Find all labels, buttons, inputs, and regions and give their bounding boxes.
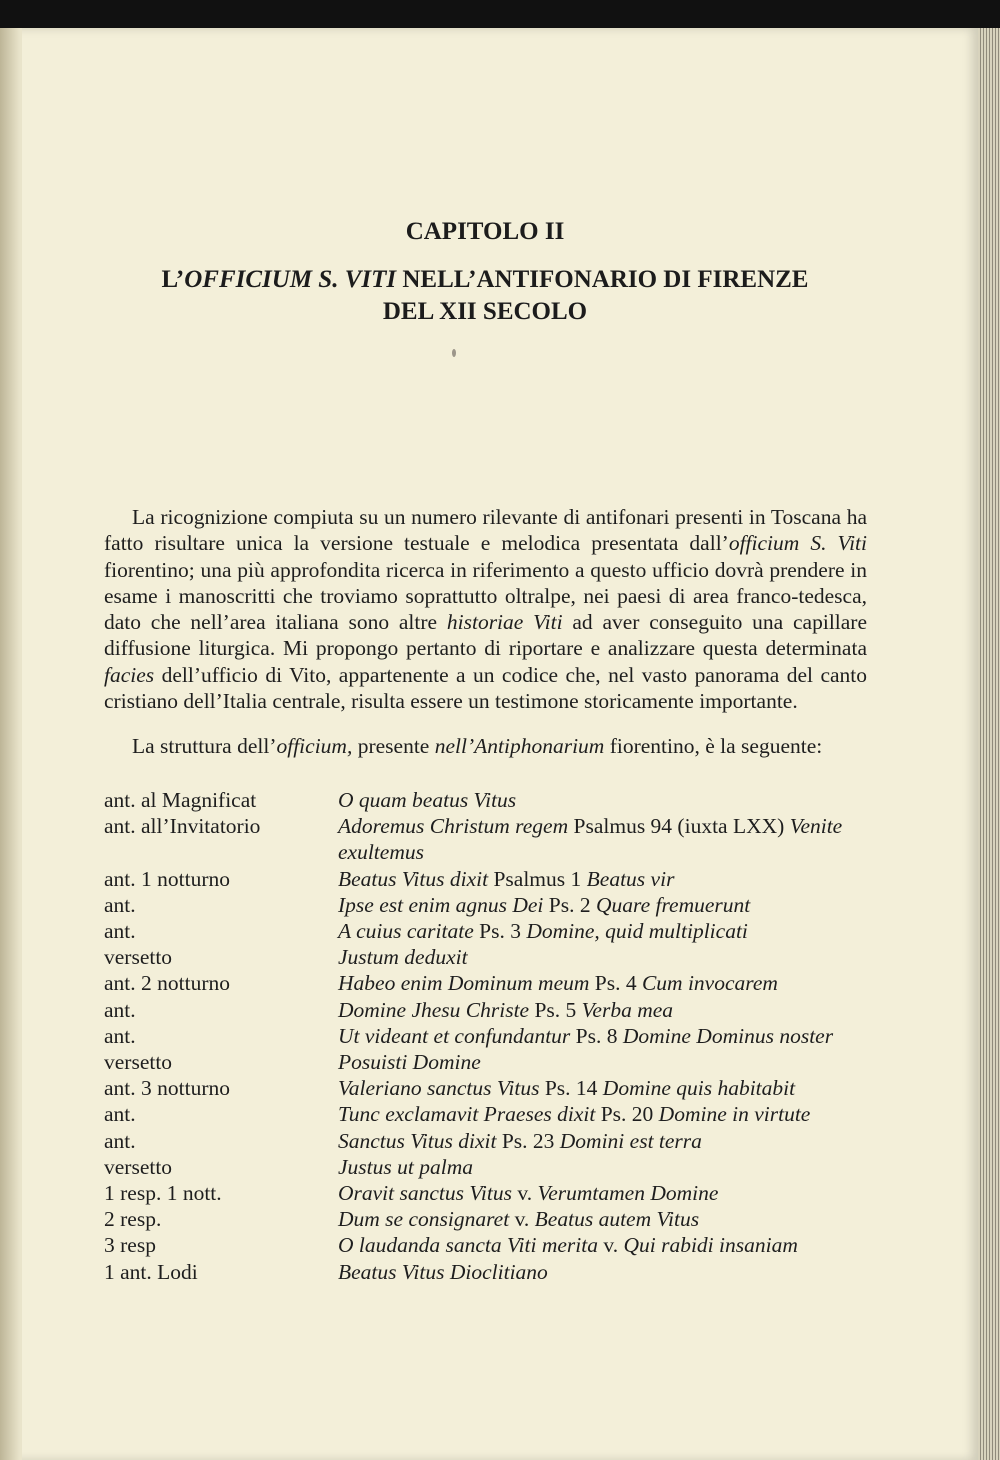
office-row <box>104 1075 869 1101</box>
p1-text-4: dell’ufficio di Vito, appartenente a un codice che, nel vasto panorama del canto cristiano dell’Italia centrale, risulta essere un testimone storicamente importante. <box>104 662 867 714</box>
office-row <box>104 1154 869 1180</box>
p2-text-3: fiorentino, è la seguente: <box>604 734 823 758</box>
office-row-label: ant. <box>104 1023 136 1048</box>
office-row-text <box>338 813 869 865</box>
office-row-label: versetto <box>104 1050 173 1075</box>
office-psalm-ref: Ps. 8 <box>570 1023 623 1048</box>
office-row-text <box>338 997 869 1023</box>
office-row <box>104 1180 869 1206</box>
office-psalm-ref: Psalmus 1 <box>488 866 587 891</box>
office-row-label: ant. al Magnificat <box>104 788 257 812</box>
office-incipit: Justum deduxit <box>338 945 468 970</box>
p2-text-1: La struttura dell’ <box>132 734 277 758</box>
office-row-text <box>338 1128 869 1154</box>
office-row <box>104 892 869 918</box>
office-psalm-incipit: Domine in virtute <box>658 1102 811 1127</box>
title-prefix: L’ <box>161 266 185 293</box>
office-row-label: ant. <box>104 892 136 917</box>
office-incipit: Ipse est enim agnus Dei <box>338 892 544 917</box>
office-psalm-ref: Ps. 4 <box>589 971 642 996</box>
office-psalm-ref: Psalmus 94 (iuxta LXX) <box>568 814 790 839</box>
office-psalm-incipit: Beatus vir <box>586 866 675 891</box>
office-row-text <box>338 1154 869 1180</box>
office-incipit: A cuius caritate <box>338 919 474 944</box>
office-row <box>104 1259 869 1285</box>
office-psalm-ref: v. <box>509 1207 535 1232</box>
office-row <box>104 1232 869 1258</box>
chapter-title <box>100 264 870 328</box>
office-row <box>104 1101 869 1127</box>
office-row <box>104 866 869 892</box>
office-row-label: 3 resp <box>104 1233 156 1258</box>
office-psalm-ref: Ps. 2 <box>543 892 596 917</box>
office-row-text <box>338 892 869 918</box>
office-row-label: 1 ant. Lodi <box>104 1259 198 1284</box>
title-italic: OFFICIUM S. VITI <box>184 266 397 293</box>
office-psalm-incipit: Beatus autem Vitus <box>534 1207 700 1232</box>
p2-text-2: presente <box>352 734 435 758</box>
office-psalm-ref: v. <box>597 1233 624 1258</box>
office-incipit: Beatus Vitus Dioclitiano <box>338 1259 548 1284</box>
office-psalm-incipit: Domine Dominus noster <box>622 1023 834 1048</box>
office-incipit: O quam beatus Vitus <box>338 788 517 812</box>
office-row-label: ant. 2 notturno <box>104 971 230 996</box>
p1-text-3: ad aver conseguito una capillare diffusione liturgica. Mi propongo pertanto di riportare e analizzare questa determinata <box>104 610 868 661</box>
office-row <box>104 1049 869 1075</box>
office-psalm-incipit: Verba mea <box>581 997 674 1022</box>
office-incipit: O laudanda sancta Viti merita <box>338 1233 598 1258</box>
office-row <box>104 997 869 1023</box>
office-row-text <box>338 1180 869 1206</box>
office-row-label: ant. <box>104 919 136 944</box>
office-psalm-ref: Ps. 5 <box>529 997 582 1022</box>
office-row-label: ant. <box>104 1102 136 1127</box>
office-row-label: 2 resp. <box>104 1207 162 1232</box>
office-row <box>104 1023 869 1049</box>
office-row-text <box>338 1101 869 1127</box>
title-line2: DEL XII SECOLO <box>382 298 588 325</box>
office-psalm-ref: Ps. 3 <box>473 919 527 944</box>
office-row-text <box>338 944 869 970</box>
office-row <box>104 1128 869 1154</box>
office-row-label: ant. 3 notturno <box>104 1076 230 1101</box>
office-psalm-ref: Ps. 20 <box>595 1102 659 1127</box>
office-psalm-incipit: Qui rabidi insaniam <box>623 1233 798 1258</box>
office-row-label: 1 resp. 1 nott. <box>104 1181 222 1206</box>
office-incipit: Beatus Vitus dixit <box>338 866 489 891</box>
p1-italic-1: officium S. Viti <box>728 531 867 556</box>
office-row-label: versetto <box>104 1154 173 1179</box>
office-row-text <box>338 866 869 892</box>
office-psalm-incipit: Domine, quid multiplicati <box>526 919 748 944</box>
office-incipit: Tunc exclamavit Praeses dixit <box>338 1102 596 1127</box>
paragraph-1 <box>104 504 867 714</box>
office-row <box>104 944 869 970</box>
p1-text-1: La ricognizione compiuta su un numero rilevante di antifonari presenti in Toscana ha fatto risultare unica la versione testuale e melodica presentata dall’ <box>104 505 867 556</box>
office-incipit: Sanctus Vitus dixit <box>338 1128 497 1153</box>
office-incipit: Ut videant et confundantur <box>338 1023 571 1048</box>
book-page <box>0 28 978 1460</box>
title-rest: NELL’ANTIFONARIO DI FIRENZE <box>396 266 809 293</box>
office-row <box>104 787 869 813</box>
ink-speck <box>452 349 456 357</box>
p1-italic-3: facies <box>104 662 155 687</box>
office-row <box>104 918 869 944</box>
office-psalm-incipit: Verumtamen Domine <box>537 1181 719 1206</box>
office-row <box>104 813 869 865</box>
office-row <box>104 970 869 996</box>
p1-italic-2: historiae Viti <box>446 610 563 635</box>
office-row-text <box>338 970 869 996</box>
office-psalm-ref: Ps. 14 <box>539 1076 603 1101</box>
chapter-heading: CAPITOLO II <box>405 218 565 245</box>
office-row-text <box>338 1259 869 1285</box>
office-row-label: ant. all’Invitatorio <box>104 814 261 839</box>
p1-text-2: fiorentino; una più approfondita ricerca in riferimento a questo ufficio dovrà prendere in esame i manoscritti che troviamo soprattutto oltralpe, nei paesi di area franco-tedesca, dato che nell’area italiana sono altre <box>104 557 867 635</box>
office-incipit: Posuisti Domine <box>338 1050 481 1075</box>
office-psalm-incipit: Cum invocarem <box>641 971 778 996</box>
office-psalm-ref: v. <box>511 1181 538 1206</box>
office-incipit: Domine Jhesu Christe <box>338 997 530 1022</box>
office-psalm-incipit: Quare fremuerunt <box>595 892 751 917</box>
office-row-label: ant. <box>104 997 136 1022</box>
office-structure-list <box>104 787 869 1285</box>
office-psalm-incipit: Domine quis habitabit <box>602 1076 796 1101</box>
office-row-text <box>338 1049 869 1075</box>
office-incipit: Dum se consignaret <box>338 1207 510 1232</box>
office-row-text <box>338 787 869 813</box>
office-incipit: Justus ut palma <box>338 1154 473 1179</box>
office-row-text <box>338 1206 869 1232</box>
office-row-text <box>338 1023 869 1049</box>
office-incipit: Habeo enim Dominum meum <box>338 971 590 996</box>
page-gutter <box>0 28 22 1460</box>
office-row-text <box>338 1075 869 1101</box>
office-row-label: ant. 1 notturno <box>104 866 230 891</box>
p2-italic-1: officium, <box>276 734 353 758</box>
paragraph-2 <box>104 733 867 759</box>
office-incipit: Oravit sanctus Vitus <box>338 1181 512 1206</box>
page-edges <box>978 28 1000 1460</box>
office-incipit: Adoremus Christum regem <box>338 814 569 839</box>
office-row <box>104 1206 869 1232</box>
p2-italic-2: nell’Antiphonarium <box>434 734 605 758</box>
office-psalm-incipit: Domini est terra <box>559 1128 702 1153</box>
office-psalm-ref: Ps. 23 <box>496 1128 560 1153</box>
office-row-label: ant. <box>104 1128 136 1153</box>
office-row-text <box>338 1232 869 1258</box>
office-row-text <box>338 918 869 944</box>
office-incipit: Valeriano sanctus Vitus <box>338 1076 540 1101</box>
office-psalm-incipit: Venite exultemus <box>338 814 843 865</box>
office-row-label: versetto <box>104 945 173 970</box>
